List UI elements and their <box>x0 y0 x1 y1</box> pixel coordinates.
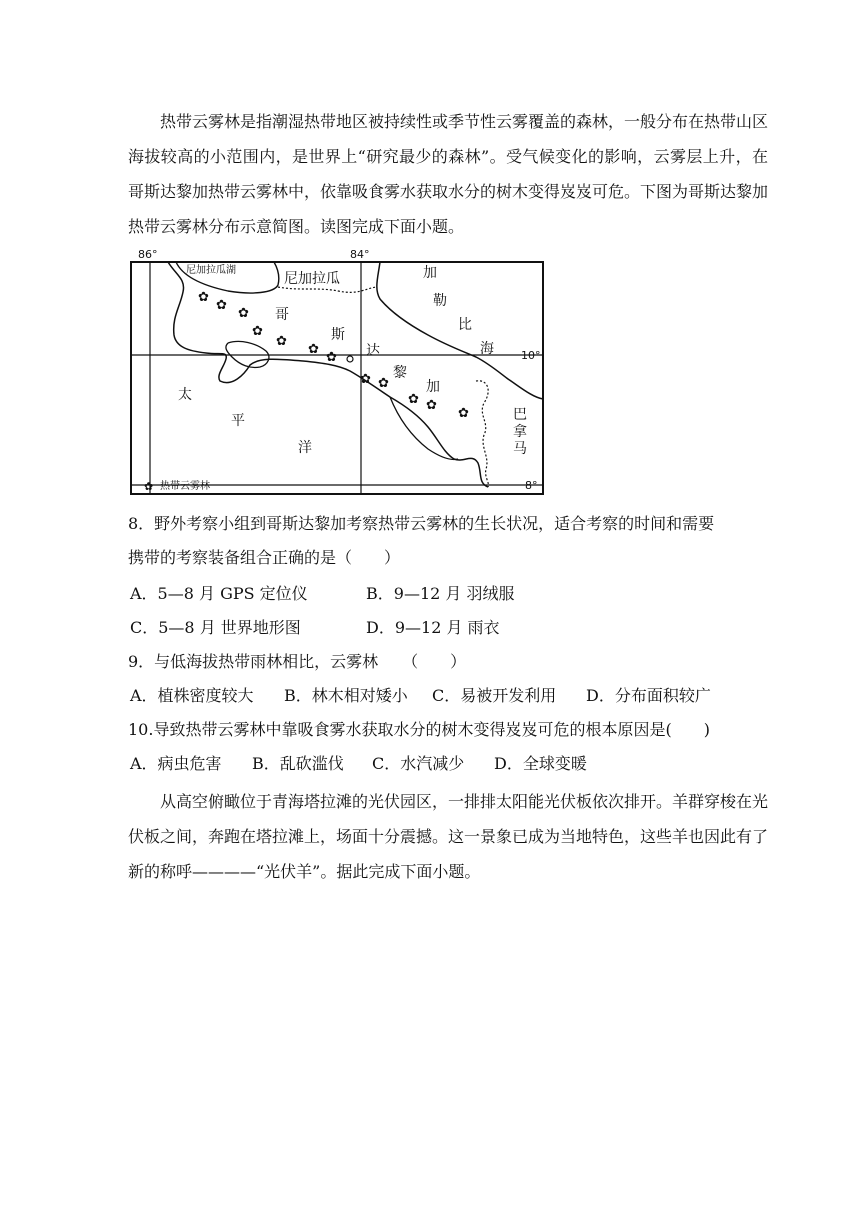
q9-option-c[interactable]: C．易被开发利用 <box>432 686 557 705</box>
q10-option-d[interactable]: D．全球变暖 <box>494 754 587 773</box>
intro-paragraph: 热带云雾林是指潮湿热带地区被持续性或季节性云雾覆盖的森林，一般分布在热带山区海拔较高的小范围内，是世界上“研究最少的森林”。受气候变化的影响，云雾层上升，在哥斯达黎加热带云雾林中，依靠吸食雾水获取水分的树木变得岌岌可危。下图为哥斯达黎加热带云雾林分布示意简图。读图完成下面小题。 <box>128 112 769 236</box>
star-icon: ✿ <box>252 324 263 339</box>
q9-option-b[interactable]: B．林木相对矮小 <box>284 686 408 705</box>
caribbean-label-1: 加 <box>423 265 437 281</box>
lat-label-8: 8° <box>525 479 538 492</box>
q10-option-a[interactable]: A．病虫危害 <box>130 754 222 773</box>
panama-label-2: 拿 <box>513 424 527 440</box>
nicaragua-label: 尼加拉瓜 <box>284 271 340 287</box>
star-icon: ✿ <box>326 350 337 365</box>
panama-border <box>476 381 488 487</box>
star-icon: ✿ <box>276 334 287 349</box>
caribbean-label-2: 勒 <box>433 293 447 309</box>
legend-label: 热带云雾林 <box>160 481 210 492</box>
next-section-paragraph: 从高空俯瞰位于青海塔拉滩的光伏园区，一排排太阳能光伏板依次排开。羊群穿梭在光伏板之间，奔跑在塔拉滩上，场面十分震撼。这一景象已成为当地特色，这些羊也因此有了新的称呼————“光伏羊”。据此完成下面小题。 <box>128 792 769 881</box>
capital-marker <box>347 356 353 362</box>
pacific-label-1: 太 <box>178 387 192 403</box>
star-icon: ✿ <box>198 290 209 305</box>
q10-option-c[interactable]: C．水汽减少 <box>372 754 465 773</box>
caribbean-label-3: 比 <box>458 317 472 333</box>
star-icon: ✿ <box>458 406 469 421</box>
question-9-stem: 9．与低海拔热带雨林相比，云雾林 （ ） <box>128 652 467 671</box>
question-10-stem: 10.导致热带云雾林中靠吸食雾水获取水分的树木变得岌岌可危的根本原因是( ) <box>128 720 710 739</box>
pacific-label-3: 洋 <box>298 440 312 456</box>
costa-rica-label-4: 黎 <box>393 365 407 381</box>
legend-star-icon: ✿ <box>144 480 154 493</box>
star-icon: ✿ <box>408 392 419 407</box>
q10-option-b[interactable]: B．乱砍滥伐 <box>252 754 344 773</box>
star-icon: ✿ <box>238 306 249 321</box>
q9-option-d[interactable]: D．分布面积较广 <box>586 686 711 705</box>
panama-label-1: 巴 <box>513 407 527 423</box>
star-icon: ✿ <box>378 376 389 391</box>
lon-label-86: 86° <box>138 248 158 261</box>
caribbean-label-4: 海 <box>480 341 494 357</box>
lake-label: 尼加拉瓜湖 <box>186 265 236 276</box>
star-icon: ✿ <box>308 342 319 357</box>
costa-rica-label-2: 斯 <box>331 327 345 343</box>
question-8-line-1: 8．野外考察小组到哥斯达黎加考察热带云雾林的生长状况，适合考察的时间和需要 <box>128 514 715 533</box>
star-icon: ✿ <box>426 398 437 413</box>
q8-option-d[interactable]: D．9—12 月 雨衣 <box>366 618 500 637</box>
question-8-line-2: 携带的考察装备组合正确的是（ ） <box>128 548 401 567</box>
q8-option-b[interactable]: B．9—12 月 羽绒服 <box>366 584 515 603</box>
panama-label-3: 马 <box>513 441 527 457</box>
q8-option-a[interactable]: A．5—8 月 GPS 定位仪 <box>130 584 308 603</box>
star-icon: ✿ <box>216 298 227 313</box>
pacific-label-2: 平 <box>231 413 245 429</box>
q8-option-c[interactable]: C．5—8 月 世界地形图 <box>130 618 301 637</box>
costa-rica-label-3: 达 <box>366 343 380 359</box>
costa-rica-cloud-forest-map <box>128 247 548 497</box>
costa-rica-label-1: 哥 <box>275 307 289 323</box>
q9-option-a[interactable]: A．植株密度较大 <box>130 686 254 705</box>
star-icon: ✿ <box>360 372 371 387</box>
costa-rica-label-5: 加 <box>426 379 440 395</box>
south-coast <box>390 397 458 460</box>
lon-label-84: 84° <box>350 248 370 261</box>
lat-label-10: 10° <box>521 349 541 362</box>
